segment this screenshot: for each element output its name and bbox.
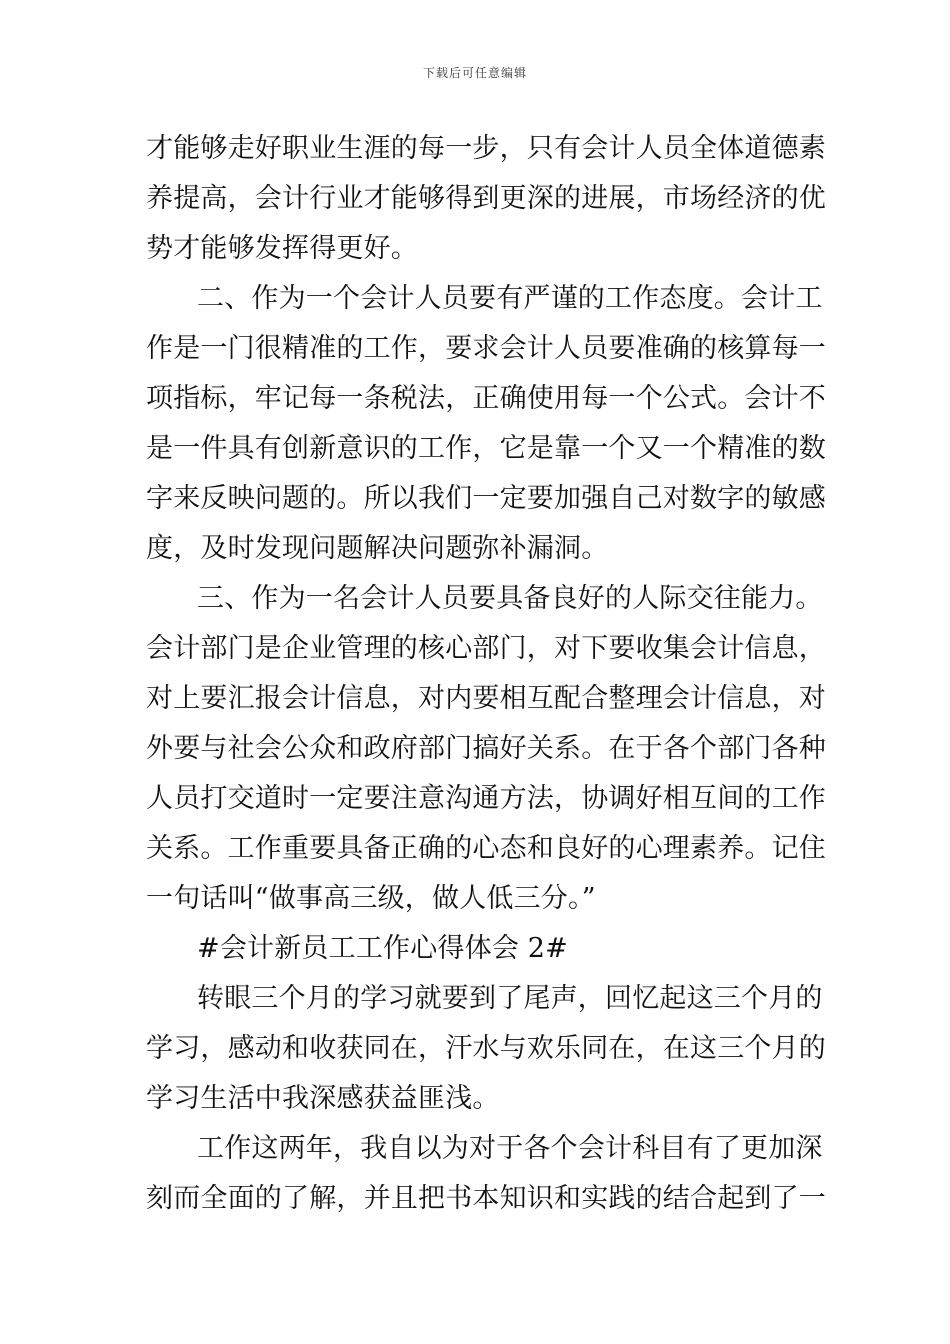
text-line: 才能够走好职业生涯的每一步，只有会计人员全体道德素 [146, 133, 826, 164]
text-line: 工作这两年，我自以为对于各个会计科目有了更加深 [197, 1133, 823, 1164]
text-line: 刻而全面的了解，并且把书本知识和实践的结合起到了一 [146, 1183, 826, 1214]
text-line: 是一件具有创新意识的工作，它是靠一个又一个精准的数 [146, 433, 826, 464]
text-line: 二、作为一个会计人员要有严谨的工作态度。会计工 [197, 283, 823, 314]
text-line: 外要与社会公众和政府部门搞好关系。在于各个部门各种 [146, 733, 826, 764]
document-body [146, 124, 826, 1224]
text-line: 三、作为一名会计人员要具备良好的人际交往能力。 [197, 583, 823, 614]
text-line: 项指标，牢记每一条税法，正确使用每一个公式。会计不 [146, 383, 826, 414]
section-heading: #会计新员工工作心得体会 2# [197, 933, 569, 964]
text-line: 会计部门是企业管理的核心部门，对下要收集会计信息， [146, 633, 826, 664]
text-line: 字来反映问题的。所以我们一定要加强自己对数字的敏感 [146, 483, 826, 514]
text-line: 转眼三个月的学习就要到了尾声，回忆起这三个月的 [197, 983, 823, 1014]
text-line: 学习生活中我深感获益匪浅。 [146, 1083, 500, 1114]
text-line: 养提高，会计行业才能够得到更深的进展，市场经济的优 [146, 183, 826, 214]
text-line: 对上要汇报会计信息，对内要相互配合整理会计信息，对 [146, 683, 826, 714]
text-line: 势才能够发挥得更好。 [146, 233, 418, 264]
text-line: 度，及时发现问题解决问题弥补漏洞。 [146, 533, 609, 564]
text-line: 一句话叫“做事高三级，做人低三分。” [146, 883, 596, 914]
text-line: 学习，感动和收获同在，汗水与欢乐同在，在这三个月的 [146, 1033, 826, 1064]
text-line: 关系。工作重要具备正确的心态和良好的心理素养。记住 [146, 833, 826, 864]
text-line: 作是一门很精准的工作，要求会计人员要准确的核算每一 [146, 333, 826, 364]
page-header-note: 下载后可任意编辑 [422, 66, 527, 80]
text-line: 人员打交道时一定要注意沟通方法，协调好相互间的工作 [146, 783, 826, 814]
